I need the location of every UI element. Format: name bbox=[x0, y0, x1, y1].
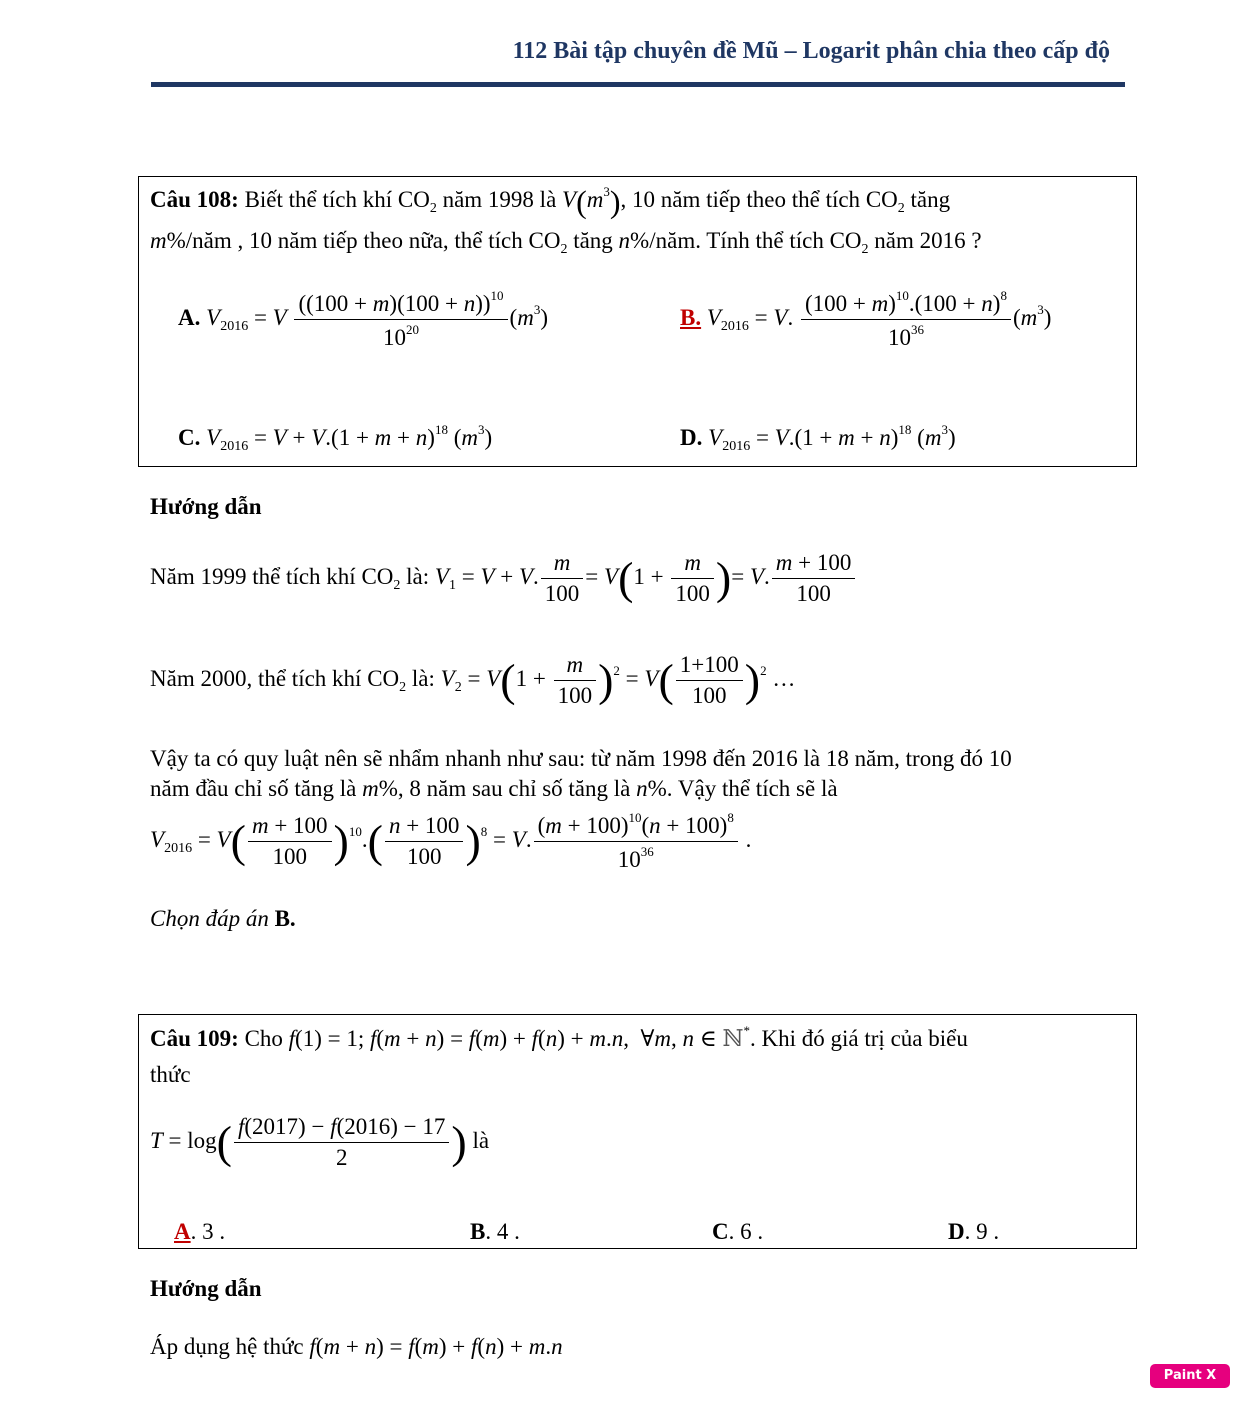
q109-line-1: Câu 109: Cho f(1) = 1; f(m + n) = f(m) + f(n) + m.n, ∀m, n ∈ ℕ*. Khi đó giá trị của biểu bbox=[150, 1023, 968, 1051]
q108-label: Câu 108: bbox=[150, 187, 239, 212]
q109-expression: T = log( $\frac{f(2017) - f(2016) - 17}{2}$ ) là bbox=[150, 1114, 490, 1170]
q108-option-a[interactable]: A. $V_{2016} = V$ $\frac{((100 + m)(100 + n))^{10}}{10^{20}}$ $(m^3)$ bbox=[178, 288, 548, 350]
solution-108-year-1999: Năm 1999 thể tích khí $CO_2$ là: $V_1 = V + V$. $\frac{m}{100}$ = V(1 + $\frac{m}{100}$ )= V. $\frac{m + 100}{100}$ bbox=[150, 550, 857, 607]
q109-option-d[interactable]: D. 9 . bbox=[948, 1219, 1000, 1244]
solution-109-text: Áp dụng hệ thức f(m + n) = f(m) + f(n) + m.n bbox=[150, 1334, 563, 1359]
q109-label: Câu 109: bbox=[150, 1026, 239, 1051]
solution-108-formula: $V_{2016} = V$( $\frac{m + 100}{100}$ )$^{10}$.( $\frac{n + 100}{100}$ )$^8$ = V. $\frac{(m + 100)^{10}(n + 100)^8}{10^{36}}$ . bbox=[150, 810, 752, 872]
header-rule bbox=[151, 82, 1125, 87]
q108-line-2: m%/năm , 10 năm tiếp theo nữa, thể tích $CO_2$ tăng n%/năm. Tính thể tích $CO_2$ năm 2016 ? bbox=[150, 228, 982, 257]
solution-108-rule-line-2: năm đầu chỉ số tăng là m%, 8 năm sau chỉ số tăng là n%. Vậy thể tích sẽ là bbox=[150, 776, 838, 801]
q108-option-b[interactable]: B. $V_{2016} = V$. $\frac{(100 + m)^{10}.(100 + n)^8}{10^{36}}$ $(m^3)$ bbox=[680, 288, 1052, 350]
q109-option-a[interactable]: A. 3 . bbox=[174, 1219, 226, 1244]
q108-line-1: Câu 108: Biết thể tích khí $CO_2$ năm 1998 là $V(m^3)$, 10 năm tiếp theo thể tích $CO_2$ tăng bbox=[150, 183, 951, 220]
paint-x-lite-watermark: Paint X lite bbox=[1150, 1364, 1230, 1388]
solution-108-heading: Hướng dẫn bbox=[150, 494, 262, 519]
document-header-title: 112 Bài tập chuyên đề Mũ – Logarit phân chia theo cấp độ bbox=[512, 38, 1110, 64]
q108-option-d[interactable]: D. $V_{2016} = V.(1 + m + n)^{18}$ $(m^3)$ bbox=[680, 422, 956, 454]
q108-option-c[interactable]: C. $V_{2016} = V + V.(1 + m + n)^{18}$ $(m^3)$ bbox=[178, 422, 493, 454]
q109-option-b[interactable]: B. 4 . bbox=[470, 1219, 520, 1244]
q109-option-c[interactable]: C. 6 . bbox=[712, 1219, 764, 1244]
solution-109-heading: Hướng dẫn bbox=[150, 1276, 262, 1301]
solution-108-answer: Chọn đáp án B. bbox=[150, 906, 296, 931]
solution-108-year-2000: Năm 2000, thể tích khí $CO_2$ là: $V_2 = V(1$ + $\frac{m}{100}$ )$^2$ = V( $\frac{1+100}{100}$ )$^2$ … bbox=[150, 652, 796, 708]
solution-108-rule-line-1: Vậy ta có quy luật nên sẽ nhẩm nhanh như sau: từ năm 1998 đến 2016 là 18 năm, trong đó 10 bbox=[150, 746, 1012, 771]
q109-line-2: thức bbox=[150, 1062, 191, 1087]
